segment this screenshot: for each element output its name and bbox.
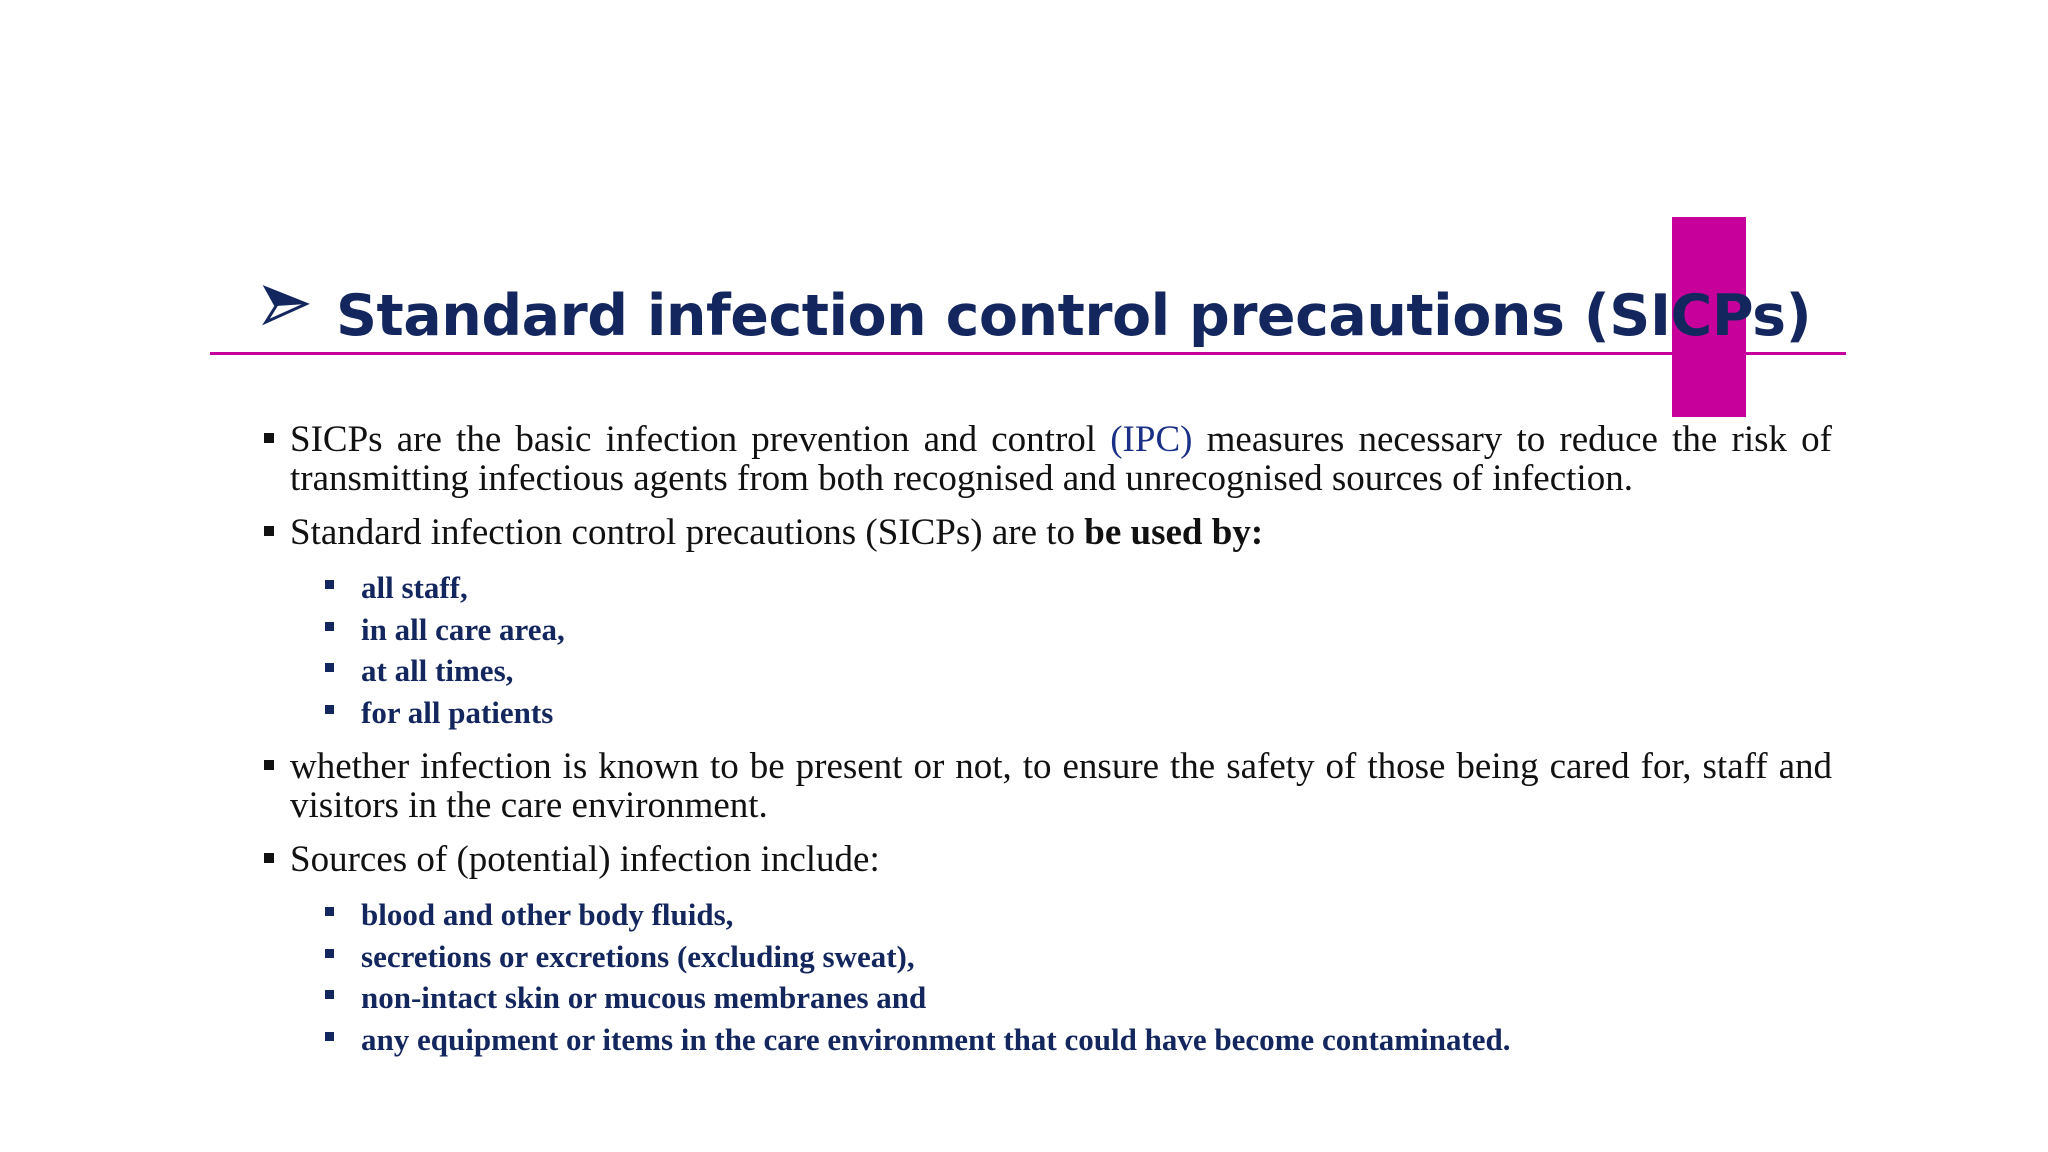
used-by-sub-list xyxy=(262,567,1832,733)
sub-list-item: at all times, xyxy=(262,650,1832,692)
square-bullet-icon xyxy=(325,663,334,672)
title-underline xyxy=(210,352,1846,355)
sub-list-item: all staff, xyxy=(262,567,1832,609)
sources-sub-list xyxy=(262,894,1832,1060)
bullet-text: measures necessary to reduce the risk of transmitting infectious agents from both recognised and unrecognised sources of infection. xyxy=(290,419,1832,499)
square-bullet-icon xyxy=(264,433,274,443)
sub-list-item: for all patients xyxy=(262,692,1832,734)
sub-list-item: any equipment or items in the care environment that could have become contaminated. xyxy=(262,1019,1832,1061)
bullet-item-sicps-definition xyxy=(262,420,1832,498)
square-bullet-icon xyxy=(325,907,334,916)
ipc-abbreviation: (IPC) xyxy=(1110,419,1193,460)
square-bullet-icon xyxy=(264,853,274,863)
arrow-bullet-icon xyxy=(262,282,310,330)
bullet-text: whether infection is known to be present or not, to ensure the safety of those being cared for, staff and visitors in the care environment. xyxy=(290,746,1832,826)
sub-list-item: secretions or excretions (excluding sweat), xyxy=(262,936,1832,978)
square-bullet-icon xyxy=(325,622,334,631)
square-bullet-icon xyxy=(325,949,334,958)
square-bullet-icon xyxy=(264,526,274,536)
bullet-text: Standard infection control precautions (SICPs) are to xyxy=(290,512,1085,553)
bullet-item-sources xyxy=(262,840,1832,879)
square-bullet-icon xyxy=(325,580,334,589)
sub-list-item: non-intact skin or mucous membranes and xyxy=(262,977,1832,1019)
bullet-list xyxy=(262,420,1832,1074)
square-bullet-icon xyxy=(325,990,334,999)
sub-list-item: blood and other body fluids, xyxy=(262,894,1832,936)
bullet-bold-text: be used by: xyxy=(1084,512,1264,553)
bullet-text: SICPs are the basic infection prevention and control xyxy=(290,419,1111,460)
bullet-item-used-by xyxy=(262,513,1832,552)
bullet-item-known-or-not xyxy=(262,747,1832,825)
square-bullet-icon xyxy=(325,1032,334,1041)
bullet-text: Sources of (potential) infection include: xyxy=(290,839,880,880)
slide-title: Standard infection control precautions (SICPs) xyxy=(336,283,1812,349)
sub-list-item: in all care area, xyxy=(262,609,1832,651)
square-bullet-icon xyxy=(264,760,274,770)
square-bullet-icon xyxy=(325,705,334,714)
